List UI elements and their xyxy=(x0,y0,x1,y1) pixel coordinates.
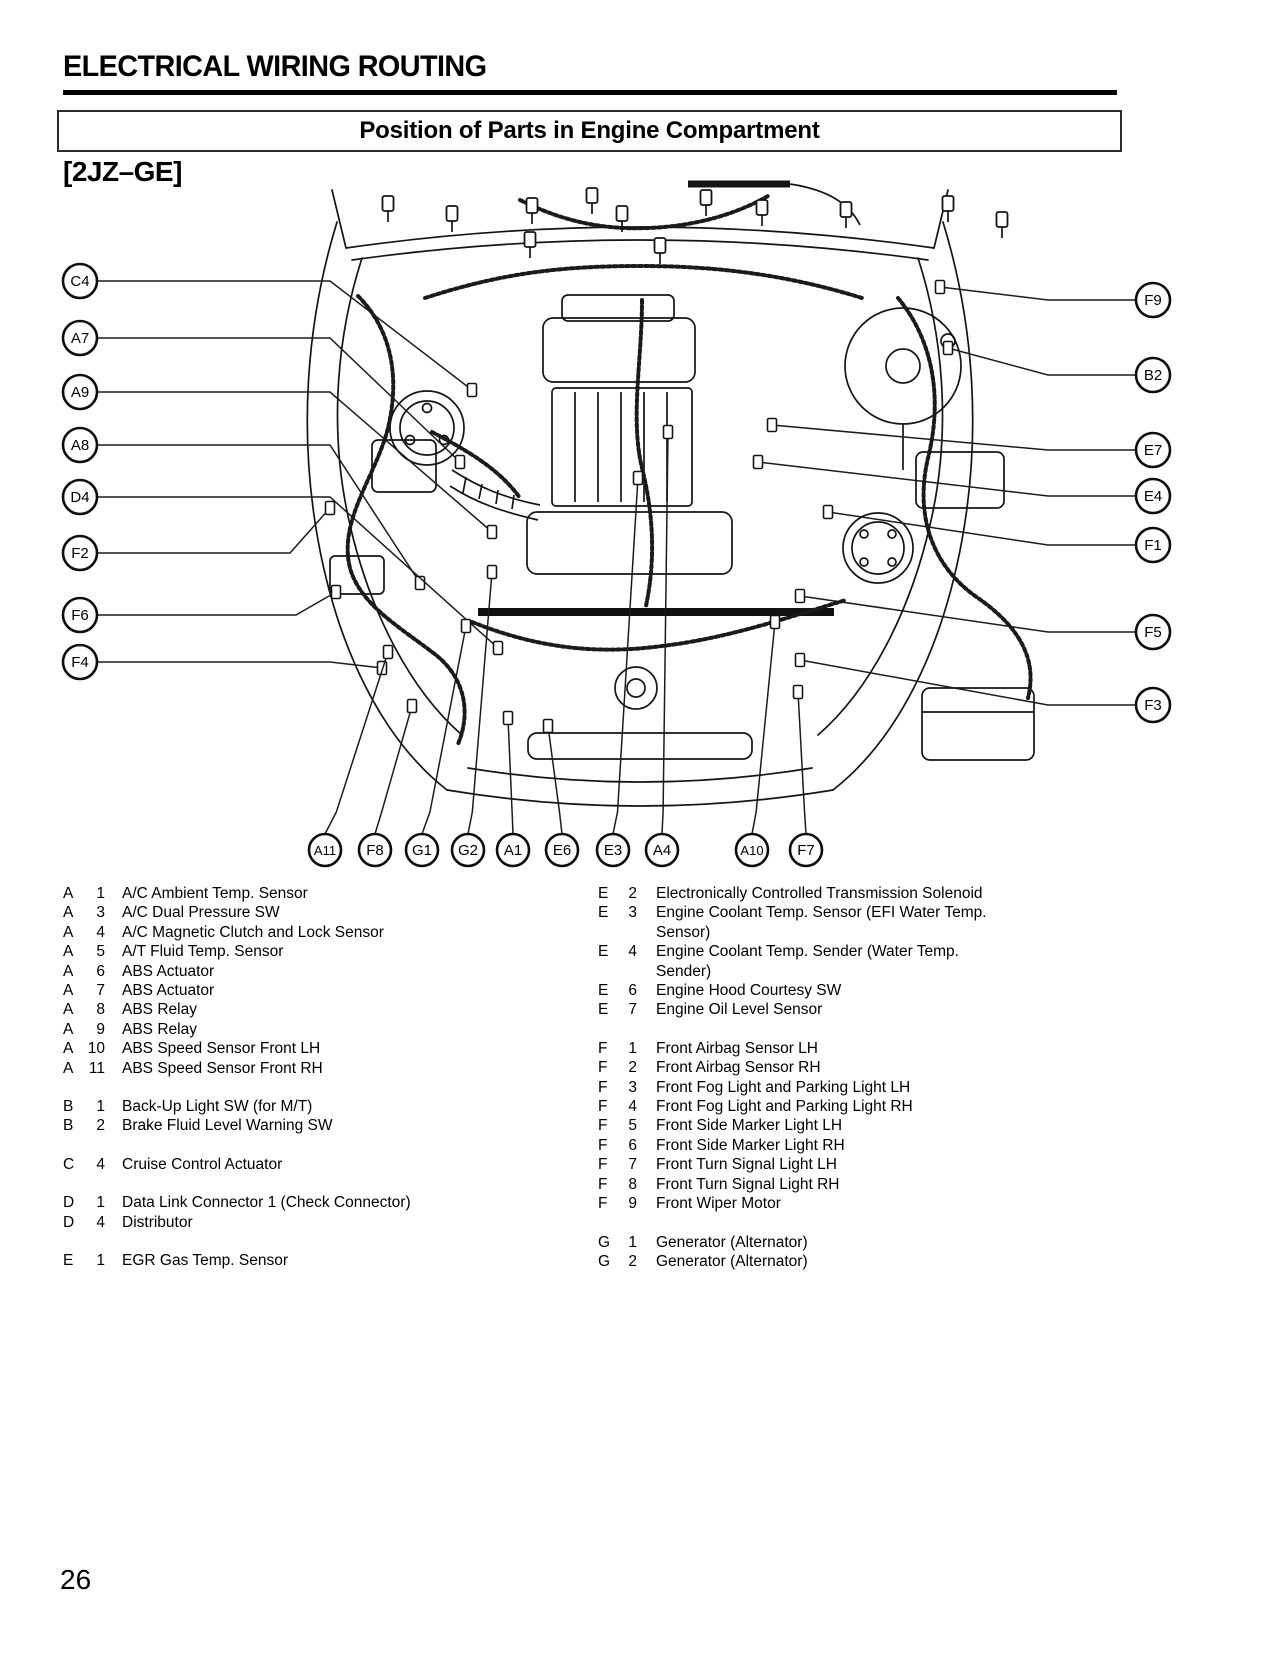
legend-row xyxy=(63,1116,588,1135)
callout-label: A10 xyxy=(740,843,764,858)
legend-description: A/C Magnetic Clutch and Lock Sensor xyxy=(122,923,384,941)
legend-number: 1 xyxy=(96,1252,105,1270)
callout-label: G1 xyxy=(411,842,433,859)
callout-label: F3 xyxy=(1144,697,1162,714)
legend-row xyxy=(598,1000,1198,1019)
legend-number: 4 xyxy=(96,923,105,941)
leader-line xyxy=(97,392,492,532)
callout-label: A11 xyxy=(313,843,337,858)
legend-description: Front Fog Light and Parking Light LH xyxy=(656,1078,911,1096)
callout-label: E6 xyxy=(552,842,572,859)
part-connector-icon xyxy=(488,526,497,539)
legend-row xyxy=(598,942,1198,981)
legend-description: Front Side Marker Light LH xyxy=(656,1117,843,1135)
part-connector-icon xyxy=(544,720,553,733)
legend-letter: E xyxy=(598,904,609,922)
legend-number: 1 xyxy=(628,1039,637,1057)
legend-group xyxy=(598,1039,1198,1214)
car-body-outline xyxy=(307,190,972,806)
wiring-harness xyxy=(348,196,1031,744)
harness-connectors xyxy=(383,188,1008,264)
legend-number: 9 xyxy=(96,1020,105,1038)
legend-description: Front Airbag Sensor LH xyxy=(656,1039,818,1057)
legend-letter: F xyxy=(598,1136,608,1154)
legend-description: Front Wiper Motor xyxy=(656,1195,781,1213)
legend-description: Electronically Controlled Transmission Solenoid xyxy=(656,885,983,902)
part-connector-icon xyxy=(768,419,777,432)
legend-description: ABS Actuator xyxy=(122,962,215,980)
legend-row xyxy=(63,1251,588,1270)
legend-letter: A xyxy=(63,923,74,941)
part-connector-icon xyxy=(494,642,503,655)
legend-group xyxy=(63,1193,588,1232)
leader-line xyxy=(97,508,330,553)
legend-description: Engine Oil Level Sensor xyxy=(656,1001,823,1019)
page-header-title: ELECTRICAL WIRING ROUTING xyxy=(63,50,487,83)
connector-icon xyxy=(655,238,666,253)
legend-letter: F xyxy=(598,1039,608,1057)
legend-row xyxy=(598,1233,1198,1252)
legend-description: EGR Gas Temp. Sensor xyxy=(122,1252,288,1270)
legend-number: 4 xyxy=(96,1155,105,1173)
legend-number: 1 xyxy=(96,1194,105,1212)
legend-group xyxy=(63,1097,588,1136)
leader-line xyxy=(800,596,1136,632)
callout-label: D4 xyxy=(70,489,90,506)
legend-group xyxy=(63,1155,588,1174)
leader-line xyxy=(508,718,513,834)
legend-number: 3 xyxy=(628,1078,637,1096)
part-connector-icon xyxy=(771,616,780,629)
part-connector-icon xyxy=(462,620,471,633)
leader-line xyxy=(800,660,1136,705)
legend-group xyxy=(63,1251,588,1270)
legend-column-right xyxy=(598,884,1198,1290)
legend-row xyxy=(598,884,1198,903)
legend-number: 10 xyxy=(87,1040,105,1058)
legend-letter: E xyxy=(63,1252,74,1270)
part-connector-icon xyxy=(384,646,393,659)
part-connector-icon xyxy=(634,472,643,485)
legend-number: 2 xyxy=(628,885,637,902)
legend-description: Front Turn Signal Light LH xyxy=(656,1156,837,1174)
callout-label: A9 xyxy=(70,384,90,401)
connector-icon xyxy=(701,190,712,205)
part-connector-icon xyxy=(456,456,465,469)
legend-row xyxy=(598,1194,1198,1213)
legend-letter: B xyxy=(63,1098,74,1116)
legend-letter: A xyxy=(63,1020,74,1038)
part-connector-icon xyxy=(504,712,513,725)
engine-code-label: [2JZ–GE] xyxy=(63,156,182,187)
legend-row xyxy=(598,1136,1198,1155)
connector-icon xyxy=(617,206,628,221)
legend-row xyxy=(598,1175,1198,1194)
legend-number: 7 xyxy=(628,1156,637,1174)
legend-letter: A xyxy=(63,1040,74,1058)
legend-number: 8 xyxy=(96,1001,105,1019)
legend-number: 6 xyxy=(96,962,105,980)
connector-icon xyxy=(943,196,954,211)
legend-row xyxy=(598,981,1198,1000)
legend-row xyxy=(63,1000,588,1019)
legend-letter: A xyxy=(63,885,74,902)
callout-label: F2 xyxy=(71,545,89,562)
legend-number: 1 xyxy=(628,1233,637,1251)
part-connector-icon xyxy=(944,342,953,355)
callout-label: F8 xyxy=(366,842,384,859)
legend-number: 5 xyxy=(96,943,105,961)
callout-label: F4 xyxy=(71,654,89,671)
legend-row xyxy=(598,1097,1198,1116)
callout-label: A7 xyxy=(70,330,90,347)
leader-line xyxy=(548,726,562,834)
connector-icon xyxy=(447,206,458,221)
legend-letter: F xyxy=(598,1098,608,1116)
legend-description: Engine Coolant Temp. Sensor (EFI Water Temp. Sensor) xyxy=(656,904,987,941)
legend-letter: F xyxy=(598,1175,608,1193)
legend-number: 9 xyxy=(628,1195,637,1213)
callout-label: F7 xyxy=(797,842,815,859)
legend-number: 4 xyxy=(628,943,637,961)
legend-letter: E xyxy=(598,943,609,961)
connector-icon xyxy=(997,212,1008,227)
section-title: Position of Parts in Engine Compartment xyxy=(359,117,820,144)
legend-row xyxy=(63,903,588,922)
legend-number: 4 xyxy=(96,1213,105,1231)
callout-label: F9 xyxy=(1144,292,1162,309)
legend-number: 2 xyxy=(628,1059,637,1077)
legend-row xyxy=(598,903,1198,942)
legend-description: Generator (Alternator) xyxy=(656,1252,808,1270)
leader-line xyxy=(940,287,1136,300)
callout-label: F1 xyxy=(1144,537,1162,554)
legend-number: 6 xyxy=(628,982,637,1000)
legend-letter: E xyxy=(598,982,609,1000)
legend-description: Front Airbag Sensor RH xyxy=(656,1059,821,1077)
connector-icon xyxy=(383,196,394,211)
legend-number: 7 xyxy=(628,1001,637,1019)
legend-row xyxy=(63,1097,588,1116)
legend-row xyxy=(63,1193,588,1212)
legend-row xyxy=(63,1059,588,1078)
legend-letter: A xyxy=(63,1059,74,1077)
legend-description: ABS Relay xyxy=(122,1001,197,1019)
leader-line xyxy=(97,662,382,668)
legend-row xyxy=(598,1058,1198,1077)
legend-group xyxy=(598,1233,1198,1272)
leader-line xyxy=(97,497,498,648)
legend-group xyxy=(598,884,1198,1020)
leader-line xyxy=(752,622,775,834)
leader-line xyxy=(798,692,806,834)
connector-icon xyxy=(527,198,538,213)
leader-line xyxy=(613,478,638,834)
engine-components xyxy=(330,184,1034,760)
page-number: 26 xyxy=(60,1564,92,1595)
callout-label: G2 xyxy=(457,842,479,859)
legend-letter: E xyxy=(598,885,609,902)
legend-letter: F xyxy=(598,1195,608,1213)
legend-description: ABS Speed Sensor Front LH xyxy=(122,1040,321,1058)
legend-description: Generator (Alternator) xyxy=(656,1233,808,1251)
legend-number: 2 xyxy=(628,1252,637,1270)
callout-label: C4 xyxy=(70,273,90,290)
legend-description: Front Side Marker Light RH xyxy=(656,1136,845,1154)
legend-letter: D xyxy=(63,1194,75,1212)
callout-leader-lines xyxy=(97,281,1136,835)
callout-label: F6 xyxy=(71,607,89,624)
legend-row xyxy=(63,981,588,1000)
connector-icon xyxy=(587,188,598,203)
callout-label: A4 xyxy=(652,842,672,859)
legend-description: Data Link Connector 1 (Check Connector) xyxy=(122,1194,411,1212)
legend-number: 4 xyxy=(628,1098,637,1116)
legend-letter: A xyxy=(63,962,74,980)
legend-row xyxy=(598,1078,1198,1097)
legend-description: Engine Coolant Temp. Sender (Water Temp. Sender) xyxy=(656,943,959,980)
part-connector-icon xyxy=(332,586,341,599)
callout-label: E7 xyxy=(1143,442,1163,459)
callout-label: E3 xyxy=(603,842,623,859)
part-connector-icon xyxy=(794,686,803,699)
legend-letter: F xyxy=(598,1078,608,1096)
legend-letter: D xyxy=(63,1213,75,1231)
legend-row xyxy=(63,1213,588,1232)
legend-description: Distributor xyxy=(122,1213,193,1231)
legend-column-left xyxy=(63,884,588,1290)
leader-line xyxy=(662,432,668,834)
legend-row xyxy=(598,1155,1198,1174)
legend-row xyxy=(63,1155,588,1174)
legend-number: 8 xyxy=(628,1175,637,1193)
leader-line xyxy=(772,425,1136,450)
legend-description: A/T Fluid Temp. Sensor xyxy=(122,943,284,961)
callout-labels xyxy=(63,264,1170,866)
leader-line xyxy=(375,706,412,834)
legend-description: Brake Fluid Level Warning SW xyxy=(122,1117,333,1135)
part-connector-icon xyxy=(664,426,673,439)
leader-line xyxy=(422,626,466,834)
part-connector-icon xyxy=(796,654,805,667)
legend-description: Front Fog Light and Parking Light RH xyxy=(656,1098,913,1116)
callout-label: A1 xyxy=(503,842,523,859)
legend-description: ABS Actuator xyxy=(122,982,215,1000)
legend-description: ABS Relay xyxy=(122,1020,197,1038)
legend-letter: C xyxy=(63,1155,75,1173)
legend-description: A/C Ambient Temp. Sensor xyxy=(122,885,308,902)
callout-label: A8 xyxy=(70,437,90,454)
part-connector-icon xyxy=(326,502,335,515)
legend-letter: F xyxy=(598,1156,608,1174)
part-connector-icon xyxy=(824,506,833,519)
leader-line xyxy=(948,348,1136,375)
legend-number: 1 xyxy=(96,885,105,902)
legend-row xyxy=(63,1020,588,1039)
legend-row xyxy=(598,1116,1198,1135)
callout-label: E4 xyxy=(1143,488,1163,505)
legend-row xyxy=(63,923,588,942)
leader-line xyxy=(828,512,1136,545)
legend-row xyxy=(63,884,588,903)
legend-letter: B xyxy=(63,1117,74,1135)
legend-number: 1 xyxy=(96,1098,105,1116)
legend-letter: G xyxy=(598,1233,611,1251)
part-connector-icon xyxy=(936,281,945,294)
legend-number: 7 xyxy=(96,982,105,1000)
connector-icon xyxy=(841,202,852,217)
legend-row xyxy=(63,962,588,981)
legend-description: Engine Hood Courtesy SW xyxy=(656,982,842,1000)
legend-number: 3 xyxy=(628,904,637,922)
legend-number: 11 xyxy=(88,1059,105,1077)
legend-description: Front Turn Signal Light RH xyxy=(656,1175,840,1193)
legend-row xyxy=(63,942,588,961)
legend-row xyxy=(63,1039,588,1058)
legend-row xyxy=(598,1252,1198,1271)
callout-label: F5 xyxy=(1144,624,1162,641)
legend-number: 6 xyxy=(628,1136,637,1154)
legend-description: ABS Speed Sensor Front RH xyxy=(122,1059,323,1077)
legend-letter: E xyxy=(598,1001,609,1019)
legend-letter: A xyxy=(63,943,74,961)
legend-number: 5 xyxy=(628,1117,637,1135)
legend-description: Back-Up Light SW (for M/T) xyxy=(122,1098,313,1116)
legend-description: A/C Dual Pressure SW xyxy=(122,904,280,922)
legend-letter: F xyxy=(598,1059,608,1077)
legend-letter: G xyxy=(598,1252,611,1270)
part-connector-icon xyxy=(796,590,805,603)
connector-icon xyxy=(525,232,536,247)
part-connector-icon xyxy=(468,384,477,397)
legend-group xyxy=(63,884,588,1078)
legend-letter: A xyxy=(63,904,74,922)
part-connector-icon xyxy=(488,566,497,579)
legend-number: 3 xyxy=(96,904,105,922)
legend-letter: F xyxy=(598,1117,608,1135)
leader-line xyxy=(325,652,388,834)
legend-letter: A xyxy=(63,982,74,1000)
legend-description: Cruise Control Actuator xyxy=(122,1155,283,1173)
legend-row xyxy=(598,1039,1198,1058)
legend-letter: A xyxy=(63,1001,74,1019)
leader-line xyxy=(758,462,1136,496)
legend-number: 2 xyxy=(96,1117,105,1135)
part-connector-icon xyxy=(408,700,417,713)
connector-icon xyxy=(757,200,768,215)
leader-line xyxy=(97,281,472,390)
leader-line xyxy=(97,592,336,615)
part-connector-icon xyxy=(754,456,763,469)
callout-label: B2 xyxy=(1143,367,1163,384)
